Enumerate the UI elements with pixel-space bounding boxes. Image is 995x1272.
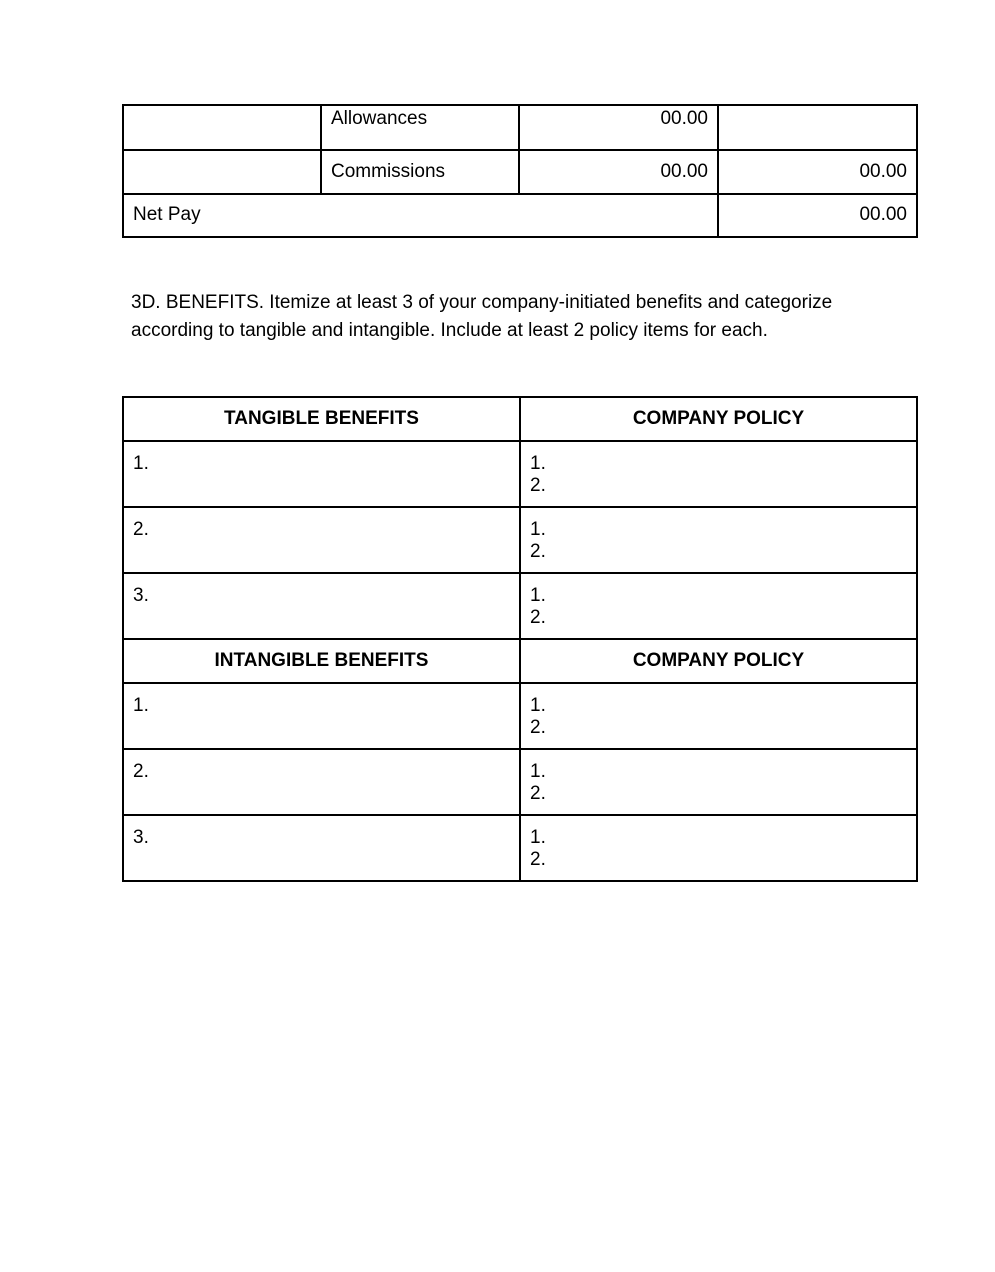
policy-cell[interactable] — [520, 441, 917, 507]
pay-label-commissions: Commissions — [321, 150, 519, 194]
table-header-row — [123, 397, 917, 441]
intangible-benefit-cell[interactable]: 2. — [123, 749, 520, 815]
policy-item: 2. — [530, 783, 546, 804]
policy-item: 2. — [530, 607, 546, 628]
policy-item: 1. — [530, 761, 546, 782]
pay-table — [122, 104, 918, 238]
pay-total-allowances — [718, 105, 917, 150]
policy-cell[interactable] — [520, 749, 917, 815]
policy-item: 2. — [530, 849, 546, 870]
policy-item: 1. — [530, 585, 546, 606]
policy-item: 2. — [530, 717, 546, 738]
policy-item: 2. — [530, 541, 546, 562]
benefits-table — [122, 396, 918, 882]
policy-cell[interactable] — [520, 507, 917, 573]
policy-item: 1. — [530, 519, 546, 540]
table-row — [123, 683, 917, 749]
tangible-benefit-cell[interactable]: 1. — [123, 441, 520, 507]
pay-label-allowances: Allowances — [321, 105, 519, 150]
table-row — [123, 507, 917, 573]
pay-amount-allowances: 00.00 — [519, 105, 718, 150]
table-row — [123, 194, 917, 237]
table-header-row — [123, 639, 917, 683]
table-row — [123, 573, 917, 639]
net-pay-label: Net Pay — [123, 194, 718, 237]
policy-item: 2. — [530, 475, 546, 496]
table-row — [123, 749, 917, 815]
pay-cell-empty — [123, 105, 321, 150]
table-row — [123, 105, 917, 150]
company-policy-header: COMPANY POLICY — [520, 397, 917, 441]
intangible-benefit-cell[interactable]: 3. — [123, 815, 520, 881]
policy-item: 1. — [530, 453, 546, 474]
tangible-benefit-cell[interactable]: 3. — [123, 573, 520, 639]
policy-cell[interactable] — [520, 683, 917, 749]
table-row — [123, 150, 917, 194]
company-policy-header: COMPANY POLICY — [520, 639, 917, 683]
intangible-benefits-header: INTANGIBLE BENEFITS — [123, 639, 520, 683]
tangible-benefits-header: TANGIBLE BENEFITS — [123, 397, 520, 441]
pay-total-commissions: 00.00 — [718, 150, 917, 194]
pay-amount-commissions: 00.00 — [519, 150, 718, 194]
pay-cell-empty — [123, 150, 321, 194]
policy-cell[interactable] — [520, 815, 917, 881]
intangible-benefit-cell[interactable]: 1. — [123, 683, 520, 749]
table-row — [123, 441, 917, 507]
policy-item: 1. — [530, 827, 546, 848]
net-pay-total: 00.00 — [718, 194, 917, 237]
benefits-instructions: 3D. BENEFITS. Itemize at least 3 of your company-initiated benefits and categorize according to tangible and intangible. Include at least 2 policy items for each. — [131, 292, 833, 341]
table-row — [123, 815, 917, 881]
policy-item: 1. — [530, 695, 546, 716]
policy-cell[interactable] — [520, 573, 917, 639]
tangible-benefit-cell[interactable]: 2. — [123, 507, 520, 573]
